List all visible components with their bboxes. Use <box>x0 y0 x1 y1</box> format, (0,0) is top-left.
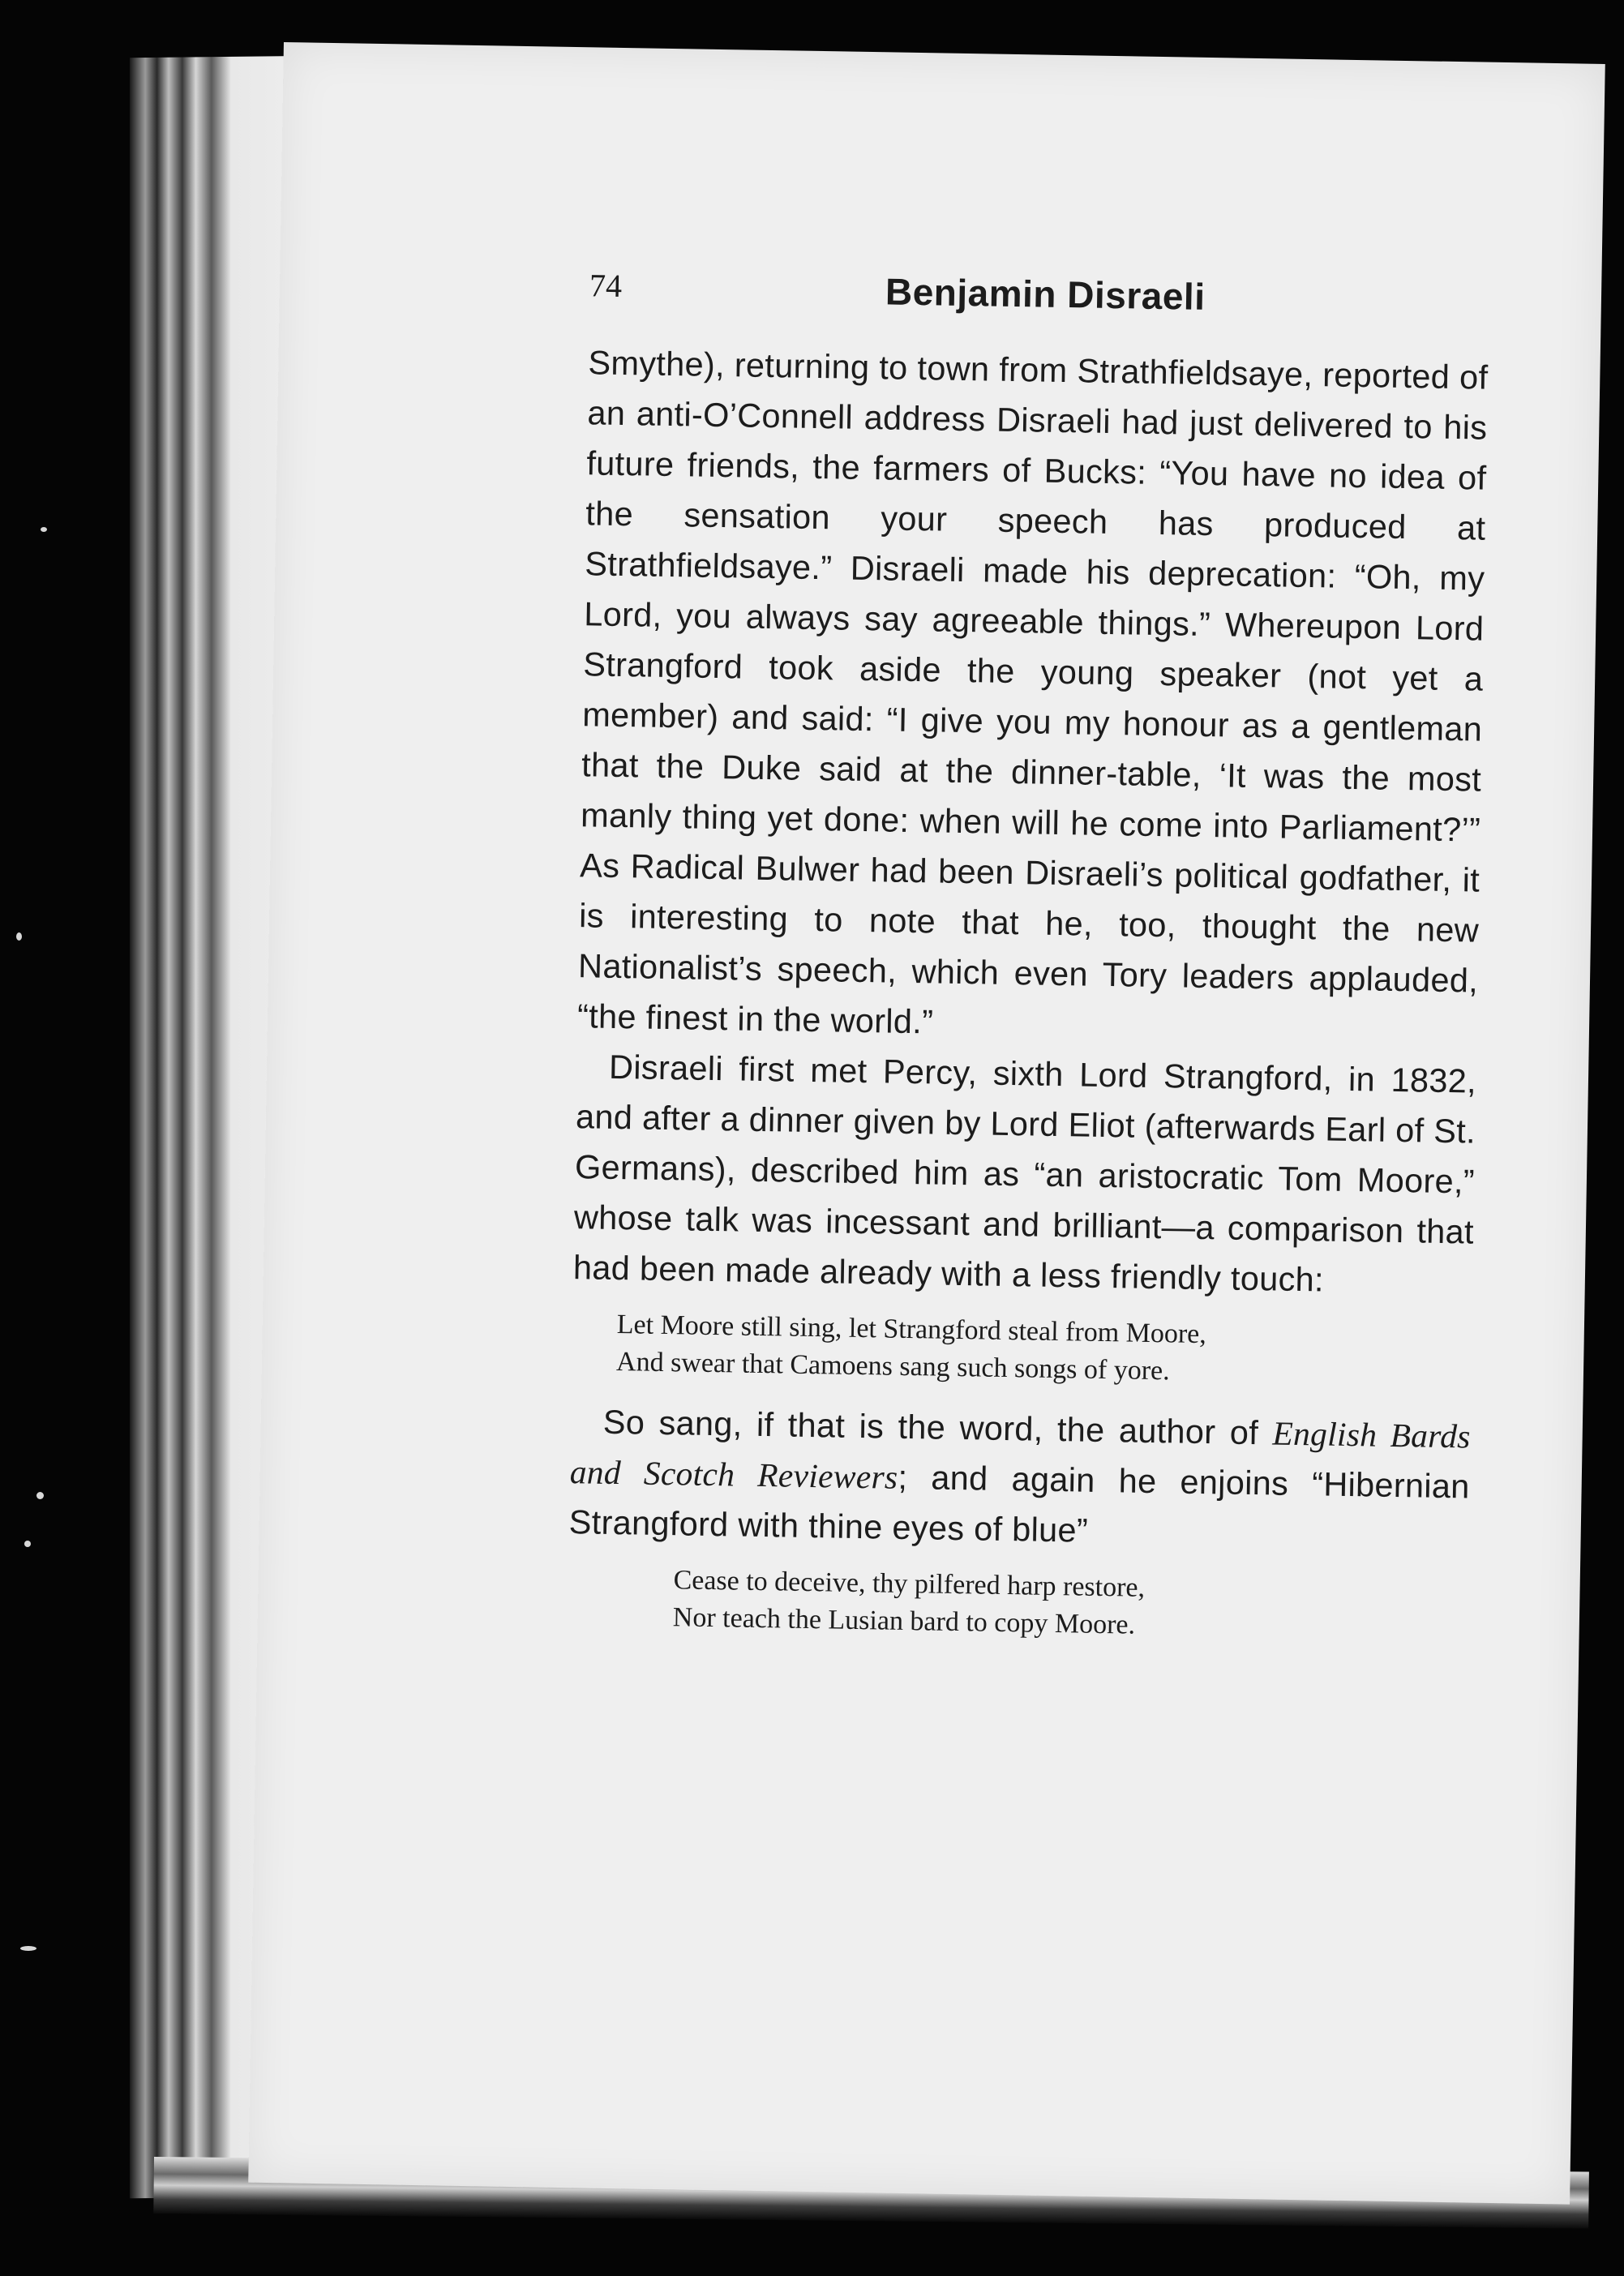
page-number: 74 <box>589 267 623 304</box>
body-text <box>567 337 1488 1649</box>
paragraph <box>568 1396 1471 1562</box>
verse-line: Let Moore still sing, let Strangford steal from Moore, <box>616 1309 1207 1350</box>
scan-speck <box>16 932 22 941</box>
paragraph-text: ; and again he enjoins “Hibernian Strangford with thine eyes of blue” <box>568 1457 1471 1549</box>
running-title: Benjamin Disraeli <box>885 270 1206 318</box>
verse-quotation <box>616 1306 1472 1395</box>
paragraph: Disraeli first met Percy, sixth Lord Strangford, in 1832, and after a dinner given by Lord Eliot (afterwards Earl of St. Germans), described him as “an aristocratic Tom Moore,” whose talk was incessant and brilliant—a comparison that had been made already with a less friendly touch: <box>572 1047 1477 1299</box>
verse-line: Cease to deceive, thy pilfered harp restore, <box>673 1565 1146 1603</box>
scan-speck <box>41 527 47 532</box>
page-content <box>567 266 1489 1665</box>
book-page <box>248 42 1605 2205</box>
verse-line: Nor teach the Lusian bard to copy Moore. <box>672 1602 1136 1640</box>
scan-speck <box>20 1946 36 1951</box>
paragraph-text: So sang, if that is the word, the author of <box>602 1402 1273 1452</box>
scan-speck <box>24 1541 31 1547</box>
paragraph: Smythe), returning to town from Strathfieldsaye, reported of an anti-O’Connell address Disraeli had just delivered to his future friends, the farmers of Bucks: “You have no idea of the sensation your speech has produced at Strathfieldsaye.” Disraeli made his deprecation: “Oh, my Lord, you always say agreeable things.” Whereupon Lord Strangford took aside the young speaker (not yet a member) and said: “I give you my honour as a gentleman that the Duke said at the dinner-table, ‘It was the most manly thing yet done: when will he come into Parliament?’” As Radical Bulwer had been Disraeli’s political godfather, it is interesting to note that he, too, thought the new Nationalist’s speech, which even Tory leaders applauded, “the finest in the world.” <box>576 343 1489 1041</box>
page-header <box>589 266 1489 337</box>
verse-quotation <box>672 1562 1468 1649</box>
book-title-italic: English Bards and Scotch Reviewers <box>569 1414 1472 1496</box>
scan-speck <box>36 1492 44 1499</box>
verse-line: And swear that Camoens sang such songs of yore. <box>615 1347 1171 1387</box>
